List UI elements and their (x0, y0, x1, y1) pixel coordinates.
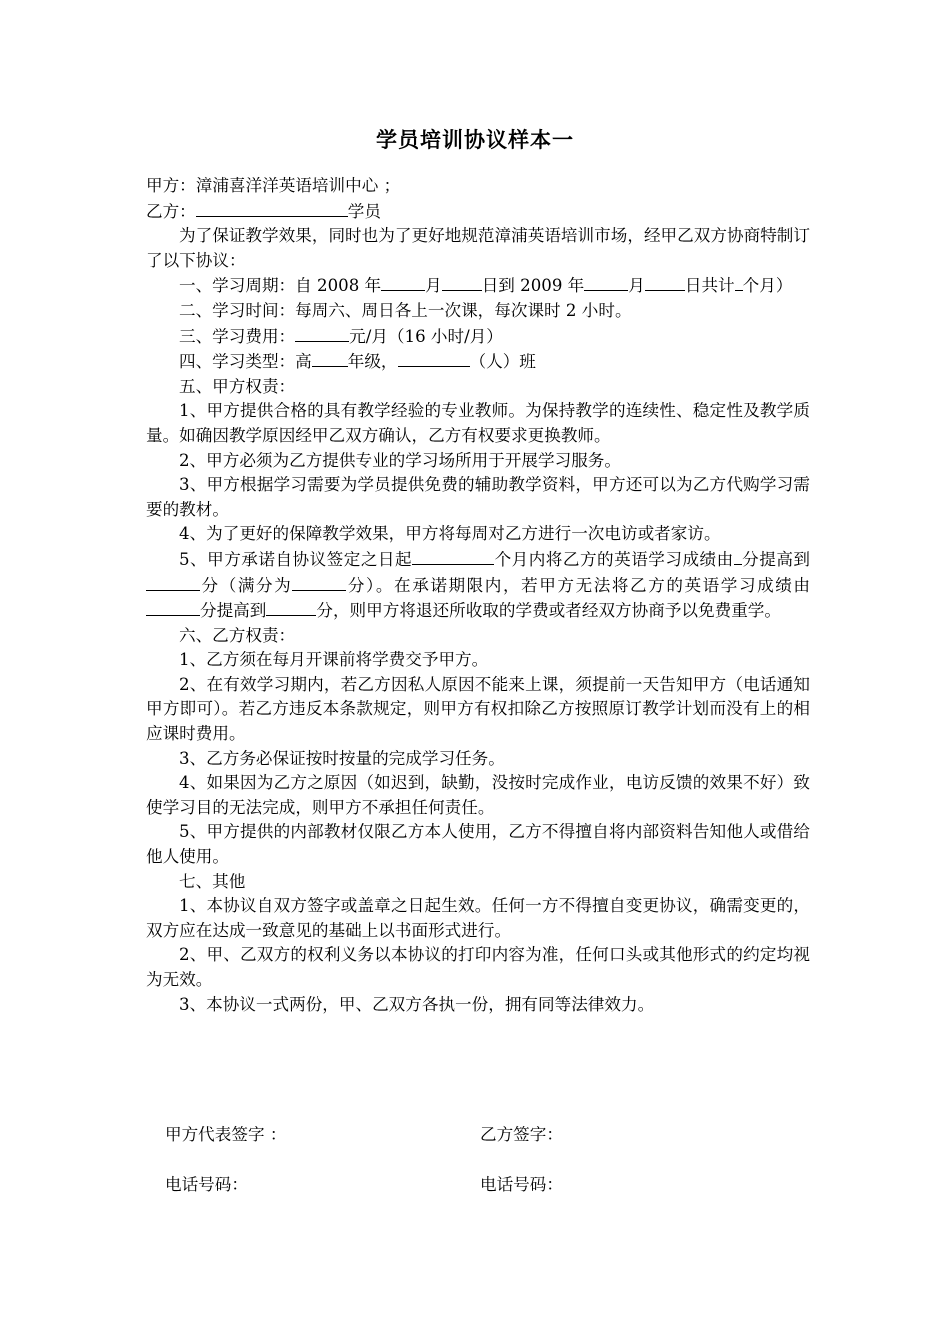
party-b-signature-label: 乙方签字： (480, 1125, 563, 1144)
score-to-blank[interactable] (146, 573, 200, 591)
student-name-blank[interactable] (196, 199, 348, 217)
party-b-item-2: 2、在有效学习期内，若乙方因私人原因不能来上课，须提前一天告知甲方（电话通知甲方即可）。若乙方违反本条款规定，则甲方有权扣除乙方按照原订教学计划而没有上的相应课时费用。 (146, 674, 810, 744)
party-a-item-5 (146, 547, 810, 624)
party-a-rep-signature-label: 甲方代表签字 ： (165, 1125, 287, 1144)
party-a-label: 甲方： (146, 176, 196, 195)
start-month-blank[interactable] (381, 273, 425, 291)
class-size-blank[interactable] (398, 349, 470, 367)
promise-months-blank[interactable] (412, 547, 494, 565)
clause1-text-d: 月 (628, 276, 645, 296)
clause1-text-a: 一、学习周期：自 2008 年 (179, 276, 382, 296)
clause1-text-b: 月 (425, 276, 442, 296)
party-b-label: 乙方： (146, 201, 196, 221)
party-b-suffix: 学员 (347, 201, 381, 221)
item5-text-c: 分提高到 (741, 549, 811, 569)
clause-study-period (146, 273, 810, 299)
other-item-3: 3、本协议一式两份，甲、乙双方各执一份，拥有同等法律效力。 (179, 994, 655, 1014)
party-a-item-2: 2、甲方必须为乙方提供专业的学习场所用于开展学习服务。 (179, 450, 621, 470)
clause3-text-b: 元/月（16 小时/月） (349, 326, 503, 346)
party-b-item-1: 1、乙方须在每月开课前将学费交予甲方。 (179, 650, 489, 670)
clause4-text-c: （人）班 (469, 352, 536, 372)
full-score-blank[interactable] (292, 573, 346, 591)
party-b-phone-label: 电话号码： (480, 1175, 563, 1194)
other-item-1: 1、本协议自双方签字或盖章之日起生效。任何一方不得擅自变更协议，确需变更的，双方应在达成一致意见的基础上以书面形式进行。 (146, 896, 810, 940)
end-month-blank[interactable] (584, 273, 628, 291)
party-b-item-3: 3、乙方务必保证按时按量的完成学习任务。 (179, 748, 505, 768)
document-title: 学员培训协议样本一 (376, 128, 574, 152)
section-party-a-duties: 五、甲方权责： (179, 376, 296, 396)
refund-score-from-blank[interactable] (146, 598, 200, 616)
item5-text-e: 分）。在承诺期限内，若甲方无法将乙方的英语学习成绩由 (346, 575, 811, 595)
clause-study-time: 二、学习时间：每周六、周日各上一次课，每次课时 2 小时。 (179, 300, 632, 320)
party-a-item-3: 3、甲方根据学习需要为学员提供免费的辅助教学资料，甲方还可以为乙方代购学习需要的教材。 (146, 475, 810, 519)
intro-paragraph: 为了保证教学效果，同时也为了更好地规范漳浦英语培训市场，经甲乙双方协商特制订了以下协议： (146, 226, 810, 270)
party-a-item-4: 4、为了更好的保障教学效果，甲方将每周对乙方进行一次电访或者家访。 (179, 524, 721, 544)
party-b-item-4: 4、如果因为乙方之原因（如迟到，缺勤，没按时完成作业，电访反馈的效果不好）致使学习目的无法完成，则甲方不承担任何责任。 (146, 773, 810, 817)
end-day-blank[interactable] (645, 273, 685, 291)
clause-study-fee (146, 324, 810, 350)
refund-score-to-blank[interactable] (266, 598, 316, 616)
fee-blank[interactable] (295, 324, 349, 342)
clause1-text-f: 个月） (742, 276, 793, 296)
party-b-line (146, 199, 810, 225)
score-from-blank[interactable] (734, 547, 742, 565)
item5-text-g: 分，则甲方将退还所收取的学费或者经双方协商予以免费重学。 (316, 601, 781, 621)
party-b-item-5: 5、甲方提供的内部教材仅限乙方本人使用，乙方不得擅自将内部资料告知他人或借给他人使用。 (146, 822, 810, 867)
section-party-b-duties: 六、乙方权责： (179, 625, 296, 645)
clause1-text-c: 日到 2009 年 (481, 276, 585, 296)
start-day-blank[interactable] (442, 273, 482, 291)
clause3-text-a: 三、学习费用： (179, 326, 296, 346)
clause4-text-a: 四、学习类型：高 (179, 352, 312, 372)
item5-text-f: 分提高到 (200, 601, 267, 621)
grade-blank[interactable] (312, 349, 348, 367)
clause4-text-b: 年级， (347, 352, 398, 372)
clause-study-type (146, 349, 810, 375)
party-a-line (146, 174, 810, 199)
clause1-text-e: 日共计 (684, 276, 735, 296)
party-a-phone-label: 电话号码： (165, 1175, 248, 1194)
agreement-body (146, 174, 810, 1017)
item5-text-b: 个月内将乙方的英语学习成绩由 (494, 549, 734, 569)
party-a-item-1: 1、甲方提供合格的具有教学经验的专业教师。为保持教学的连续性、稳定性及教学质量。如确因教学原因经甲乙双方确认，乙方有权要求更换教师。 (146, 401, 810, 445)
party-a-name: 漳浦喜洋洋英语培训中心 ； (195, 176, 401, 195)
total-months-blank[interactable] (735, 273, 743, 291)
section-other: 七、其他 (179, 871, 246, 891)
item5-text-a: 5、甲方承诺自协议签定之日起 (179, 549, 413, 569)
other-item-2: 2、甲、乙双方的权利义务以本协议的打印内容为准，任何口头或其他形式的约定均视为无效。 (146, 945, 810, 989)
item5-text-d: 分（满分为 (200, 575, 293, 595)
